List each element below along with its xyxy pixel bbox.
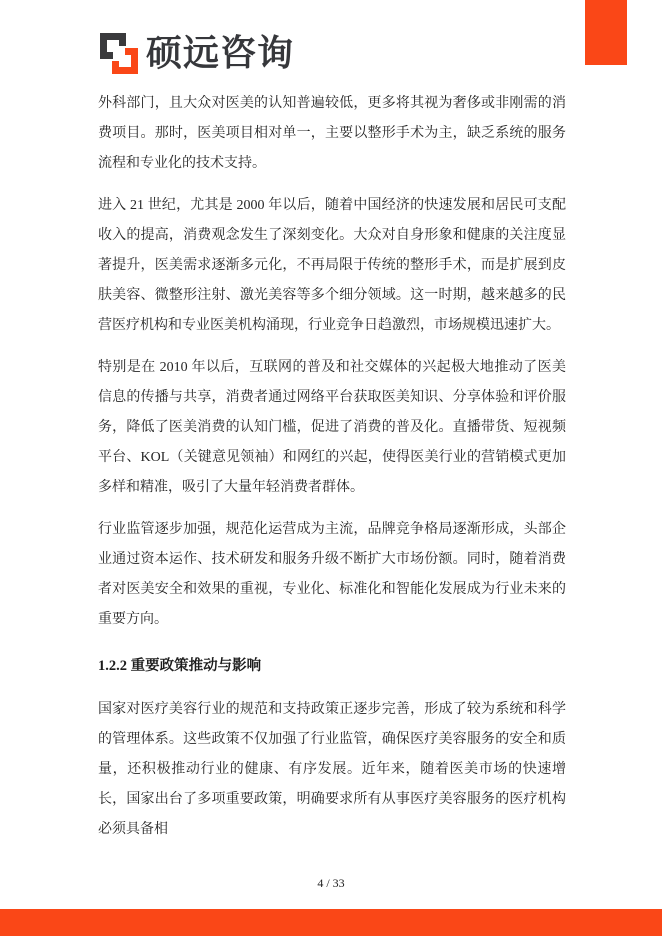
paragraph: 行业监管逐步加强，规范化运营成为主流，品牌竞争格局逐渐形成，头部企业通过资本运作、技术研发和服务升级不断扩大市场份额。同时，随着消费者对医美安全和效果的重视，专业化、标准化和智能化发展成为行业未来的重要方向。	[98, 522, 566, 627]
paragraph: 国家对医疗美容行业的规范和支持政策正逐步完善，形成了较为系统和科学的管理体系。这些政策不仅加强了行业监管，确保医疗美容服务的安全和质量，还积极推动行业的健康、有序发展。近年来，随着医美市场的快速增长，国家出台了多项重要政策，明确要求所有从事医疗美容服务的医疗机构必须具备相	[98, 702, 566, 837]
bottom-accent-bar	[0, 909, 662, 936]
paragraph: 进入 21 世纪，尤其是 2000 年以后，随着中国经济的快速发展和居民可支配收入的提高，消费观念发生了深刻变化。大众对自身形象和健康的关注度显著提升，医美需求逐渐多元化，不再局限于传统的整形手术，而是扩展到皮肤美容、微整形注射、激光美容等多个细分领域。这一时期，越来越多的民营医疗机构和专业医美机构涌现，行业竞争日趋激烈，市场规模迅速扩大。	[98, 198, 566, 333]
page-number: 4 / 33	[317, 876, 345, 890]
document-body	[98, 89, 566, 857]
paragraph: 特别是在 2010 年以后，互联网的普及和社交媒体的兴起极大地推动了医美信息的传播与共享，消费者通过网络平台获取医美知识、分享体验和评价服务，降低了医美消费的认知门槛，促进了消费的普及化。直播带货、短视频平台、KOL（关键意见领袖）和网红的兴起，使得医美行业的营销模式更加多样和精准，吸引了大量年轻消费者群体。	[98, 360, 566, 495]
paragraph: 外科部门，且大众对医美的认知普遍较低，更多将其视为奢侈或非刚需的消费项目。那时，医美项目相对单一，主要以整形手术为主，缺乏系统的服务流程和专业化的技术支持。	[98, 96, 566, 171]
brand-name: 硕远咨询	[146, 32, 295, 73]
page-footer	[0, 876, 662, 891]
brand-header	[100, 32, 294, 74]
section-heading: 1.2.2 重要政策推动与影响	[98, 658, 262, 674]
top-right-accent-block	[585, 0, 627, 65]
brand-logo-icon	[100, 33, 138, 74]
